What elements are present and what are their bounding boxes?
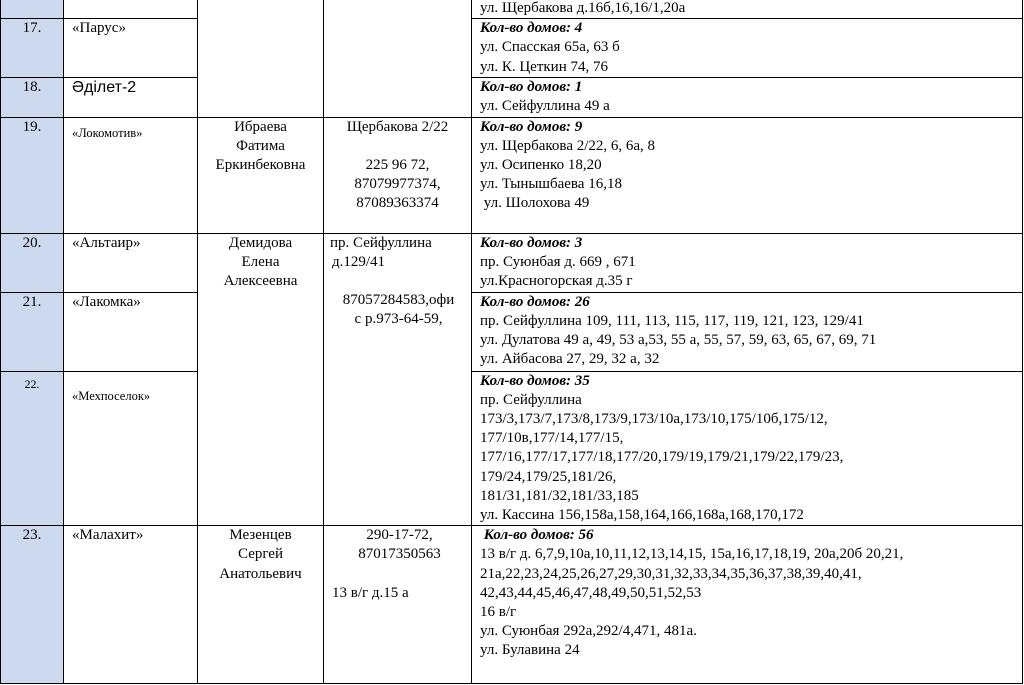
fio-line: Мезенцев: [229, 527, 292, 544]
row-number-cell: [1, 0, 64, 19]
contact-line: 87079977374,: [354, 176, 441, 193]
table-row: [1, 0, 1023, 19]
house-line: 179/24,179/25,181/26,: [480, 468, 617, 485]
org-name: «Лакомка»: [64, 292, 198, 371]
table-row: [1, 233, 1023, 292]
house-line: ул. Суюнбая 292а,292/4,471, 481а.: [480, 623, 697, 640]
table-row: [1, 292, 1023, 371]
house-count: Кол-во домов: 26: [480, 293, 590, 310]
contact-cell: [324, 117, 472, 233]
table-row: [1, 526, 1023, 684]
house-line: ул. Кассина 156,158а,158,164,166,168а,168,170,172: [480, 507, 804, 524]
house-count: Кол-во домов: 35: [480, 372, 590, 389]
houses-cell: [472, 526, 1023, 684]
house-line: ул. Булавина 24: [480, 642, 580, 659]
contact-line: 225 96 72,: [365, 157, 430, 174]
house-count: Кол-во домов: 56: [480, 527, 594, 544]
house-line: ул. Дулатова 49 а, 49, 53 а,53, 55 а, 55, 57, 59, 63, 65, 67, 69, 71: [480, 332, 877, 349]
house-line: ул. Шолохова 49: [480, 195, 590, 212]
house-line: пр. Сейфуллина: [480, 391, 582, 408]
contact-line: [330, 272, 467, 291]
house-line: 173/3,173/7,173/8,173/9,173/10а,173/10,175/10б,175/12,: [480, 411, 828, 428]
fio-line: Алексеевна: [223, 273, 298, 290]
contact-line: с р.973-64-59,: [354, 311, 443, 328]
org-name: «Малахит»: [64, 526, 198, 684]
house-line: ул. Сейфуллина 49 а: [480, 98, 610, 115]
row-number-cell: 18.: [1, 78, 64, 117]
row-number-cell: 20.: [1, 233, 64, 292]
house-count: Кол-во домов: 1: [480, 79, 583, 96]
houses-cell: [472, 78, 1023, 117]
org-cell: [64, 0, 198, 19]
house-line: ул. Спасская 65а, 63 б: [480, 39, 620, 56]
house-line: ул. Щербакова д.16б,16,16/1,20а: [480, 0, 686, 16]
contact-line: Щербакова 2/22: [346, 118, 449, 135]
table-row: [1, 19, 1023, 78]
fio-line: Анатольевич: [219, 565, 302, 582]
house-line: ул. Щербакова 2/22, 6, 6а, 8: [480, 137, 656, 154]
house-line: 21а,22,23,24,25,26,27,29,30,31,32,33,34,35,36,37,38,39,40,41,: [480, 565, 862, 582]
fio-cell: [198, 0, 324, 117]
houses-cell: [472, 19, 1023, 78]
org-name: Әділет-2: [64, 78, 198, 117]
house-count: Кол-во домов: 3: [480, 234, 583, 251]
house-count: Кол-во домов: 4: [480, 20, 583, 37]
table-row: [1, 78, 1023, 117]
row-number-cell: 22.: [1, 371, 64, 526]
table-row: [1, 371, 1023, 526]
contact-cell: [324, 0, 472, 117]
org-name: «Локомотив»: [64, 117, 198, 233]
fio-line: Демидова: [228, 234, 293, 251]
houses-cell: [472, 117, 1023, 233]
contact-line: 87089363374: [356, 195, 439, 212]
row-number-cell: 17.: [1, 19, 64, 78]
contact-line: 13 в/г д.15 а: [332, 584, 409, 601]
org-name: «Парус»: [64, 19, 198, 78]
house-line: ул. Тынышбаева 16,18: [480, 176, 622, 193]
fio-line: Ибраева: [234, 118, 287, 135]
houses-cell: [472, 0, 1023, 19]
fio-cell: [198, 117, 324, 233]
fio-cell: [198, 233, 324, 526]
house-line: пр. Суюнбая д. 669 , 671: [480, 253, 636, 270]
house-line: пр. Сейфуллина 109, 111, 113, 115, 117, 119, 121, 123, 129/41: [480, 312, 864, 329]
row-number-cell: 23.: [1, 526, 64, 684]
house-line: 16 в/г: [480, 604, 517, 621]
house-line: 177/16,177/17,177/18,177/20,179/19,179/21,179/22,179/23,: [480, 449, 844, 466]
row-number-cell: 19.: [1, 117, 64, 233]
contact-line: 290-17-72,: [366, 527, 433, 544]
fio-line: Елена: [241, 253, 280, 270]
house-line: ул. К. Цеткин 74, 76: [480, 58, 608, 75]
contact-line: [328, 137, 467, 156]
contact-cell: [324, 526, 472, 684]
house-line: ул. Айбасова 27, 29, 32 а, 32: [480, 351, 660, 368]
contact-line: 87017350563: [358, 546, 441, 563]
fio-line: Еркинбековна: [215, 157, 306, 174]
house-line: ул. Осипенко 18,20: [480, 157, 602, 174]
contact-line: д.129/41: [332, 253, 386, 270]
contact-cell: [324, 233, 472, 526]
house-line: 13 в/г д. 6,7,9,10а,10,11,12,13,14,15, 15а,16,17,18,19, 20а,20б 20,21,: [480, 546, 904, 563]
fio-cell: [198, 526, 324, 684]
fio-line: Сергей: [238, 546, 283, 563]
table-row: [1, 117, 1023, 233]
houses-cell: [472, 292, 1023, 371]
house-line: 181/31,181/32,181/33,185: [480, 487, 639, 504]
house-line: 177/10в,177/14,177/15,: [480, 430, 624, 447]
org-name: «Мехпоселок»: [64, 371, 198, 526]
house-count: Кол-во домов: 9: [480, 118, 583, 135]
contact-line: пр. Сейфуллина: [330, 234, 432, 251]
contact-line: 87057284583,офи: [342, 292, 455, 309]
contact-line: [332, 565, 467, 584]
houses-cell: [472, 233, 1023, 292]
fio-line: Фатима: [236, 137, 285, 154]
house-line: ул.Красногорская д.35 г: [480, 273, 633, 290]
houses-cell: [472, 371, 1023, 526]
row-number-cell: 21.: [1, 292, 64, 371]
house-line: 42,43,44,45,46,47,48,49,50,51,52,53: [480, 584, 702, 601]
org-name: «Альтаир»: [64, 233, 198, 292]
